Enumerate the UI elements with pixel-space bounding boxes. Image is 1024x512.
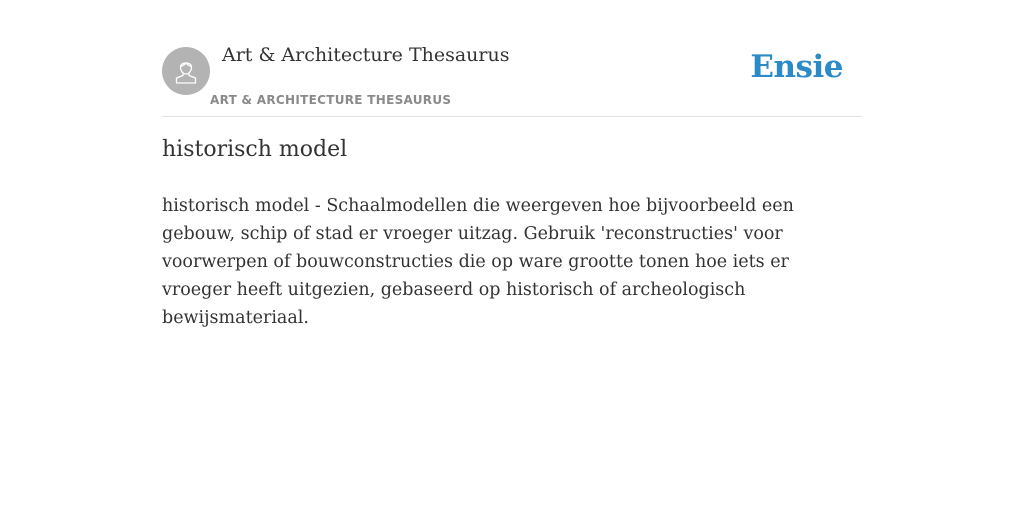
entry-header xyxy=(162,0,862,117)
ensie-logo[interactable]: Ensie xyxy=(750,49,843,85)
source-title[interactable]: Art & Architecture Thesaurus xyxy=(222,44,510,66)
entry-term: historisch model xyxy=(162,137,348,162)
entry-card xyxy=(162,0,862,328)
avatar[interactable] xyxy=(162,47,210,95)
user-placeholder-icon xyxy=(171,56,201,86)
source-subtitle[interactable]: ART & ARCHITECTURE THESAURUS xyxy=(210,93,452,107)
entry-definition: historisch model - Schaalmodellen die weergeven hoe bijvoorbeeld een gebouw, schip of stad er vroeger uitzag. Gebruik 'reconstructies' voor voorwerpen of bouwconstructies die op ware grootte tonen hoe iets er vroeger heeft uitgezien, gebaseerd op historisch of archeologisch bewijsmateriaal. xyxy=(162,196,794,328)
